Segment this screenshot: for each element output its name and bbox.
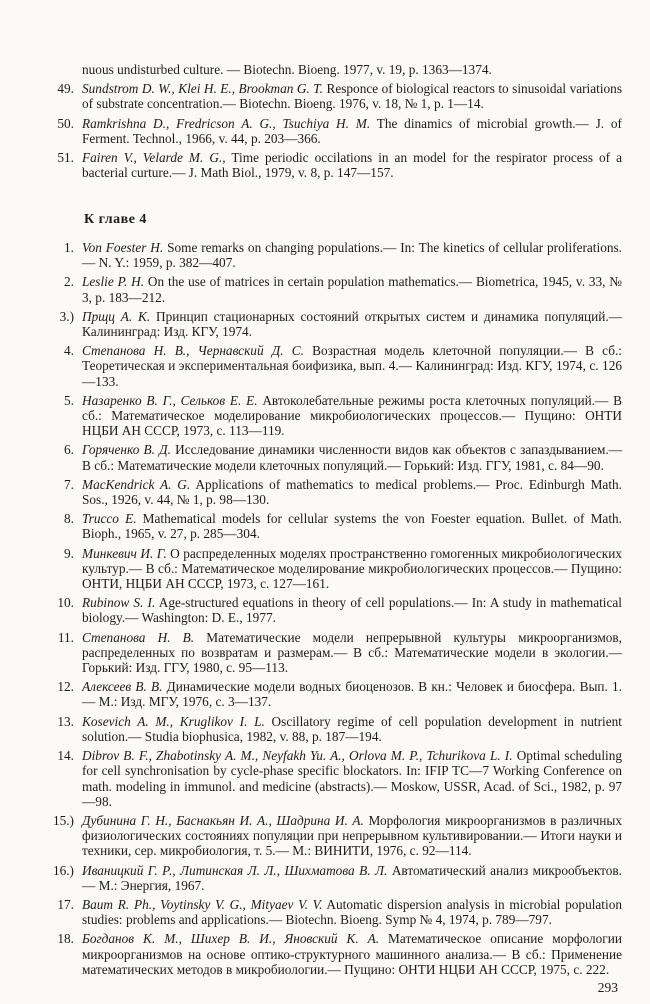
reference-entry [50,595,622,625]
reference-text: Морфология микроорганизмов в различных физиологических состояниях популяции при непрерывном культивировании.— Итоги науки и техники, сер. микробиология, т. 5.— М.: ВИНИТИ, 1976, с. 92—114. [82,812,622,859]
reference-number: 1. [64,240,74,255]
reference-number: 49. [57,81,74,97]
reference-text: The dinamics of microbial growth.— J. of Ferment. Technol., 1966, v. 44, p. 203—366. [82,115,622,146]
reference-authors: Baum R. Ph., Voytinsky V. G., Mityaev V. V. [82,896,323,912]
reference-number: 11. [57,629,74,645]
reference-entry [50,477,622,507]
reference-authors: Горяченко В. Д. [82,442,171,458]
reference-authors: MacKendrick A. G. [82,476,191,492]
reference-entry [50,931,622,977]
reference-number: 15.) [52,812,74,828]
reference-authors: Leslie P. H. [82,274,145,290]
reference-authors: Алексеев В. В. [82,679,163,695]
reference-entry [50,309,622,339]
reference-text: Автоматический анализ микрообъектов.— М.: Энергия, 1967. [82,862,622,893]
reference-authors: Dibrov B. F., Zhabotinsky A. M., Neyfakh Yu. A., Orlova M. P., Tchurikova L. I. [82,748,513,764]
reference-number: 10. [57,595,74,611]
reference-text: Математические модели непрерывной культуры микроорганизмов, распределенных по возвратам и размерам.— В сб.: Математические модели в экологии.— Горький: Изд. ГГУ, 1980, с. 95—113. [82,629,622,676]
reference-number: 14. [57,748,74,764]
reference-text: Oscillatory regime of cell population development in nutrient solution.— Studia biophusica, 1982, v. 88, p. 187—194. [82,713,622,744]
reference-text: Математическое описание морфологии микроорганизмов на основе оптико-структурного машинного анализа.— В сб.: Применение математических методов в микробиологии.— Пущино: ОНТИ НЦБИ АН СССР, 1975, с. 222. [82,931,622,977]
reference-text: Автоколебательные режимы роста клеточных популяций.— В сб.: Математическое моделирование микробиологических процессов.— Пущино: ОНТИ НЦБИ АН СССР, 1973, с. 113—119. [82,392,622,439]
reference-authors: Степанова Н. В. [82,629,195,645]
reference-entry [50,511,622,541]
reference-entry [50,393,622,439]
reference-entry [50,714,622,744]
reference-number: 51. [57,150,74,166]
continuation-text: nuous undisturbed culture. — Biotechn. Bioeng. 1977, v. 19, p. 1363—1374. [82,62,492,77]
reference-authors: Trucco E. [82,511,137,527]
reference-entry [50,442,622,472]
reference-entry [50,116,622,146]
reference-text: Age-structured equations in theory of cell populations.— In: A study in mathematical biology.— Washington: D. E., 1977. [82,595,622,626]
reference-text: Automatic dispersion analysis in microbial population studies: problems and applications.— Biotechn. Bioeng. Symp № 4, 1974, p. 789—797. [82,896,622,928]
references-chapter-4 [50,240,622,981]
reference-authors: Von Foester H. [82,240,164,255]
reference-number: 2. [64,274,74,290]
reference-number: 4. [64,343,74,359]
reference-authors: Назаренко В. Г., Сельков Е. Е. [82,392,258,408]
reference-text: Applications of mathematics to medical problems.— Proc. Edinburgh Math. Sos., 1926, v. 44, № 1, p. 98—130. [82,476,622,508]
reference-authors: Sundstrom D. W., Klei H. E., Brookman G. T. [82,81,323,97]
reference-text: Mathematical models for cellular systems the von Foester equation. Bullet. of Math. Bioph., 1965, v. 27, p. 285—304. [82,511,622,542]
page-number: 293 [597,980,618,995]
reference-number: 18. [57,931,74,947]
reference-text: Some remarks on changing populations.— In: The kinetics of cellular proliferations.— N. Y.: 1959, p. 382—407. [82,240,622,271]
reference-number: 5. [64,392,74,408]
reference-entry [50,897,622,927]
reference-entry [50,81,622,111]
reference-number: 12. [57,679,74,695]
reference-authors: Степанова Н. В., Чернавский Д. С. [82,343,304,359]
reference-text: Optimal scheduling for cell synchronisation by cycle-phase specific blockators. In: IFIP TC—7 Working Conference on math. modeling in immunol. and medicine (abstracts).— Moskow, USSR, Acad. of Sci., 1982, p. 97—98. [82,748,622,809]
top-entry-list [50,81,622,180]
reference-number: 6. [64,442,74,458]
reference-authors: Богданов К. М., Шихер В. И., Яновский К. А. [82,931,380,947]
reference-authors: Fairen V., Velarde M. G., [82,150,226,166]
reference-entry [50,343,622,389]
reference-authors: Минкевич И. Г. [82,545,167,561]
reference-authors: Kosevich A. M., Kruglikov I. L. [82,713,265,729]
reference-authors: Прщц А. К. [82,308,151,324]
reference-text: Возрастная модель клеточной популяции.— В сб.: Теоретическая и экспериментальная бoифизика, вып. 4.— Калининград: Изд. КГУ, 1974, с. 126—133. [82,343,622,389]
reference-entry [50,546,622,592]
reference-number: 17. [57,896,74,912]
reference-text: On the use of matrices in certain population mathematics.— Biometrica, 1945, v. 33, № 3, p. 183—212. [82,274,622,305]
reference-number: 3.) [59,308,74,324]
section-heading: К главе 4 [84,212,147,227]
reference-entry [50,813,622,859]
reference-entry [50,863,622,893]
reference-number: 50. [57,115,74,131]
reference-text: Time periodic occilations in an model for the respirator process of a bacterial curture.— J. Math Biol., 1979, v. 8, p. 147—157. [82,150,623,181]
reference-number: 16.) [52,862,74,878]
reference-text: Динамические модели водных биоценозов. В кн.: Человек и биосфера. Вып. 1.— М.: Изд. МГУ, 1976, с. 3—137. [82,679,622,710]
reference-text: Responce of biological reactors to sinusoidal variations of substrate concentration.— Biotechn. Bioeng. 1976, v. 18, № 1, p. 1—14. [82,81,623,112]
reference-text: Принцип стационарных состояний открытых систем и динамика популяций.— Калининград: Изд. КГУ, 1974. [82,308,622,340]
reference-authors: Дубинина Г. Н., Баснакьян И. А., Шадрина И. А. [82,812,364,828]
reference-entry [50,679,622,709]
reference-entry [50,240,622,270]
reference-entry [50,274,622,304]
reference-number: 7. [64,476,74,492]
reference-entry [50,748,622,809]
reference-text: О распределенных моделях пространственно гомогенных микробиологических культур.— В сб.: Математическое моделирование микробиологических процессов.— Пущино: ОНТИ, НЦБИ АН СССР, 1973, с. 127—161. [82,545,622,592]
reference-authors: Иваницкий Г. Р., Литинская Л. Л., Шихматова В. Л. [82,862,388,878]
reference-authors: Rubinow S. I. [82,595,156,611]
reference-number: 13. [57,713,74,729]
reference-authors: Ramkrishna D., Fredricson A. G., Tsuchiya H. M. [82,115,371,131]
reference-entry [50,630,622,676]
entry-list [50,240,622,977]
references-top [50,62,622,184]
reference-entry [50,150,622,180]
reference-number: 9. [64,545,74,561]
reference-text: Исследование динамики численности видов как объектов с запаздыванием.— В сб.: Математические модели клеточных популяций.— Горький: Изд. ГГУ, 1981, с. 84—90. [82,442,622,473]
reference-number: 8. [64,511,74,527]
